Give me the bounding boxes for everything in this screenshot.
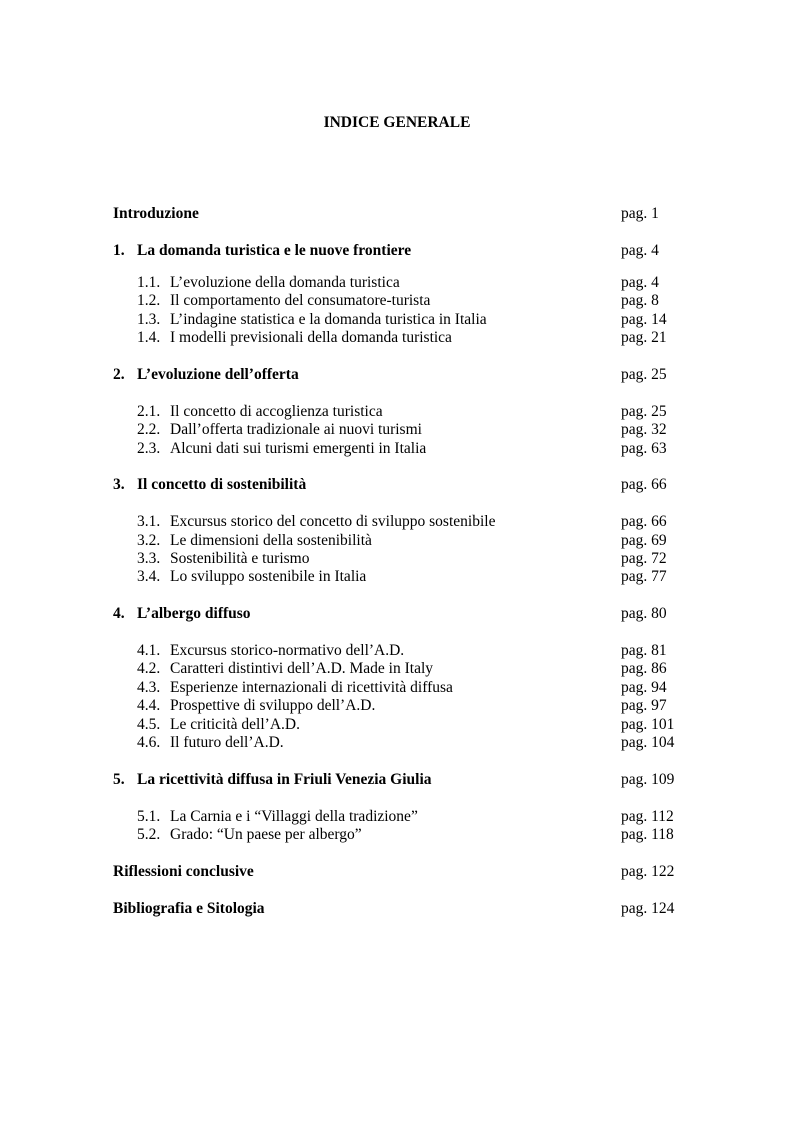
toc-entry-page: pag. 63 bbox=[621, 440, 667, 457]
toc-entry-number: 1.4. bbox=[137, 329, 161, 346]
toc-section-4-5[interactable] bbox=[0, 715, 794, 734]
toc-entry-title: L’albergo diffuso bbox=[137, 605, 251, 622]
toc-entry-number: 2.3. bbox=[137, 440, 161, 457]
toc-entry-title: L’evoluzione della domanda turistica bbox=[170, 274, 400, 291]
toc-entry-title: Introduzione bbox=[113, 205, 199, 222]
toc-section-4-1[interactable] bbox=[0, 641, 794, 660]
toc-entry-number: 5.1. bbox=[137, 808, 161, 825]
toc-entry-number: 1. bbox=[113, 242, 125, 259]
toc-entry-page: pag. 104 bbox=[621, 734, 675, 751]
toc-section-3-3[interactable] bbox=[0, 549, 794, 568]
toc-entry-page: pag. 122 bbox=[621, 863, 675, 880]
toc-entry-number: 3. bbox=[113, 476, 125, 493]
toc-entry-number: 3.4. bbox=[137, 568, 161, 585]
toc-chapter-5[interactable] bbox=[0, 770, 794, 789]
toc-entry-page: pag. 81 bbox=[621, 642, 667, 659]
toc-entry-title: Excursus storico del concetto di sviluppo sostenibile bbox=[170, 513, 496, 530]
toc-entry-title: Il concetto di sostenibilità bbox=[137, 476, 307, 493]
toc-entry-title: La Carnia e i “Villaggi della tradizione” bbox=[170, 808, 418, 825]
toc-section-1-3[interactable] bbox=[0, 310, 794, 329]
toc-entry-title: La domanda turistica e le nuove frontiere bbox=[137, 242, 412, 259]
toc-entry-title: I modelli previsionali della domanda turistica bbox=[170, 329, 452, 346]
toc-entry-title: Bibliografia e Sitologia bbox=[113, 900, 265, 917]
toc-entry-number: 4.5. bbox=[137, 716, 161, 733]
toc-entry-title: La ricettività diffusa in Friuli Venezia Giulia bbox=[137, 771, 432, 788]
toc-entry-title: Le dimensioni della sostenibilità bbox=[170, 532, 372, 549]
toc-section-5-2[interactable] bbox=[0, 825, 794, 844]
toc-entry-page: pag. 69 bbox=[621, 532, 667, 549]
toc-entry-page: pag. 21 bbox=[621, 329, 667, 346]
toc-entry-title: Riflessioni conclusive bbox=[113, 863, 254, 880]
toc-entry-title: Il futuro dell’A.D. bbox=[170, 734, 284, 751]
toc-section-1-1[interactable] bbox=[0, 273, 794, 292]
toc-section-4-3[interactable] bbox=[0, 678, 794, 697]
toc-entry-page: pag. 101 bbox=[621, 716, 675, 733]
toc-chapter-3[interactable] bbox=[0, 475, 794, 494]
toc-entry-page: pag. 77 bbox=[621, 568, 667, 585]
toc-section-1-4[interactable] bbox=[0, 328, 794, 347]
toc-entry-page: pag. 1 bbox=[621, 205, 659, 222]
toc-entry-number: 4.2. bbox=[137, 660, 161, 677]
toc-section-4-6[interactable] bbox=[0, 733, 794, 752]
toc-entry-page: pag. 25 bbox=[621, 366, 667, 383]
toc-section-3-2[interactable] bbox=[0, 531, 794, 550]
toc-entry-number: 5. bbox=[113, 771, 125, 788]
toc-entry-title: Il comportamento del consumatore-turista bbox=[170, 292, 431, 309]
toc-chapter-2[interactable] bbox=[0, 365, 794, 384]
toc-entry-page: pag. 86 bbox=[621, 660, 667, 677]
toc-entry-page: pag. 124 bbox=[621, 900, 675, 917]
toc-entry-number: 4.3. bbox=[137, 679, 161, 696]
toc-entry-page: pag. 118 bbox=[621, 826, 674, 843]
toc-entry-title: Sostenibilità e turismo bbox=[170, 550, 310, 567]
toc-entry-number: 1.2. bbox=[137, 292, 161, 309]
toc-entry-number: 3.3. bbox=[137, 550, 161, 567]
toc-entry-number: 4. bbox=[113, 605, 125, 622]
toc-entry-page: pag. 112 bbox=[621, 808, 674, 825]
toc-entry-page: pag. 97 bbox=[621, 697, 667, 714]
toc-entry-title: Le criticità dell’A.D. bbox=[170, 716, 300, 733]
toc-entry-page: pag. 66 bbox=[621, 476, 667, 493]
toc-section-2-3[interactable] bbox=[0, 439, 794, 458]
toc-entry-title: L’indagine statistica e la domanda turistica in Italia bbox=[170, 311, 487, 328]
toc-entry-riflessioni-conclusive[interactable] bbox=[0, 862, 794, 881]
toc-section-5-1[interactable] bbox=[0, 807, 794, 826]
toc-entry-number: 5.2. bbox=[137, 826, 161, 843]
toc-entry-bibliografia[interactable] bbox=[0, 899, 794, 918]
toc-entry-title: Dall’offerta tradizionale ai nuovi turismi bbox=[170, 421, 422, 438]
toc-entry-title: Esperienze internazionali di ricettività diffusa bbox=[170, 679, 453, 696]
toc-section-3-1[interactable] bbox=[0, 512, 794, 531]
toc-entry-number: 1.3. bbox=[137, 311, 161, 328]
toc-entry-page: pag. 4 bbox=[621, 274, 659, 291]
toc-entry-page: pag. 94 bbox=[621, 679, 667, 696]
toc-section-1-2[interactable] bbox=[0, 291, 794, 310]
toc-entry-page: pag. 72 bbox=[621, 550, 667, 567]
toc-entry-number: 2.1. bbox=[137, 403, 161, 420]
toc-section-2-2[interactable] bbox=[0, 420, 794, 439]
toc-section-4-2[interactable] bbox=[0, 659, 794, 678]
toc-entry-number: 3.1. bbox=[137, 513, 161, 530]
toc-entry-page: pag. 32 bbox=[621, 421, 667, 438]
toc-entry-title: Excursus storico-normativo dell’A.D. bbox=[170, 642, 405, 659]
toc-entry-page: pag. 66 bbox=[621, 513, 667, 530]
toc-entry-page: pag. 4 bbox=[621, 242, 659, 259]
toc-entry-number: 1.1. bbox=[137, 274, 161, 291]
toc-entry-title: Il concetto di accoglienza turistica bbox=[170, 403, 383, 420]
toc-entry-number: 3.2. bbox=[137, 532, 161, 549]
toc-chapter-4[interactable] bbox=[0, 604, 794, 623]
toc-chapter-1[interactable] bbox=[0, 241, 794, 260]
toc-section-4-4[interactable] bbox=[0, 696, 794, 715]
toc-entry-page: pag. 25 bbox=[621, 403, 667, 420]
toc-entry-number: 4.1. bbox=[137, 642, 161, 659]
toc-section-3-4[interactable] bbox=[0, 567, 794, 586]
toc-entry-number: 4.6. bbox=[137, 734, 161, 751]
toc-entry-page: pag. 8 bbox=[621, 292, 659, 309]
toc-entry-number: 4.4. bbox=[137, 697, 161, 714]
toc-section-2-1[interactable] bbox=[0, 402, 794, 421]
toc-entry-number: 2. bbox=[113, 366, 125, 383]
page-title: INDICE GENERALE bbox=[323, 114, 471, 131]
toc-entry-title: Prospettive di sviluppo dell’A.D. bbox=[170, 697, 376, 714]
toc-entry-title: Grado: “Un paese per albergo” bbox=[170, 826, 362, 843]
toc-entry-introduzione[interactable] bbox=[0, 204, 794, 223]
toc-entry-page: pag. 80 bbox=[621, 605, 667, 622]
toc-entry-title: Alcuni dati sui turismi emergenti in Italia bbox=[170, 440, 427, 457]
toc-entry-title: Caratteri distintivi dell’A.D. Made in Italy bbox=[170, 660, 434, 677]
toc-entry-number: 2.2. bbox=[137, 421, 161, 438]
toc-entry-title: Lo sviluppo sostenibile in Italia bbox=[170, 568, 367, 585]
toc-entry-page: pag. 109 bbox=[621, 771, 675, 788]
toc-entry-page: pag. 14 bbox=[621, 311, 667, 328]
toc-entry-title: L’evoluzione dell’offerta bbox=[137, 366, 299, 383]
